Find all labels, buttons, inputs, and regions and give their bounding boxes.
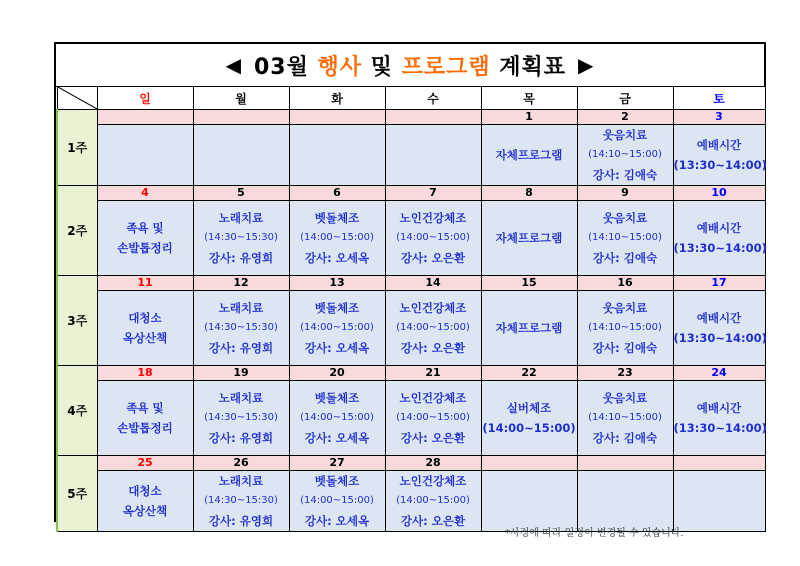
program-line: (13:30~14:00) — [673, 241, 767, 255]
program-line: 대청소 — [128, 484, 162, 498]
program-time: (14:00~15:00) — [300, 232, 374, 243]
page-title — [56, 44, 764, 87]
date-number: 10 — [673, 186, 765, 201]
day-header-label: 화 — [331, 91, 343, 106]
program-line: 강사: 오은환 — [400, 514, 466, 528]
date-number: 3 — [673, 110, 765, 125]
date-number: 6 — [289, 186, 385, 201]
program-time: (14:00~15:00) — [396, 232, 470, 243]
program-line: 옥상산책 — [122, 504, 168, 518]
program-time: (14:10~15:00) — [588, 322, 662, 333]
program-cell — [673, 471, 765, 532]
week-label: 5주 — [57, 456, 97, 532]
program-time: (14:00~15:00) — [300, 412, 374, 423]
day-header-label: 월 — [235, 91, 247, 106]
date-number: 24 — [673, 366, 765, 381]
program-line: 강사: 유영희 — [208, 514, 274, 528]
day-header — [97, 87, 193, 110]
program-line: 웃음치료 — [602, 301, 648, 315]
date-number: 8 — [481, 186, 577, 201]
program-cell — [577, 201, 673, 276]
program-cell — [385, 381, 481, 456]
date-number: 7 — [385, 186, 481, 201]
program-line: 웃음치료 — [602, 391, 648, 405]
program-cell — [481, 381, 577, 456]
program-cell — [481, 471, 577, 532]
program-cell — [193, 471, 289, 532]
program-cell — [289, 125, 385, 186]
diagonal-line — [58, 87, 97, 109]
program-line: 벳돌체조 — [314, 391, 360, 405]
program-line: 강사: 오은환 — [400, 341, 466, 355]
date-number: 21 — [385, 366, 481, 381]
program-line: 노래치료 — [218, 301, 264, 315]
program-line: 실버체조 — [506, 401, 552, 415]
week-label: 1주 — [57, 110, 97, 186]
program-line: 자체프로그램 — [495, 148, 563, 162]
program-line: 옥상산책 — [122, 331, 168, 345]
left-arrow-icon: ◀ — [225, 53, 242, 77]
program-line: 예배시간 — [696, 311, 742, 325]
program-line: (13:30~14:00) — [673, 158, 767, 172]
title-and: 및 — [362, 54, 402, 80]
day-header — [577, 87, 673, 110]
date-number: 1 — [481, 110, 577, 125]
program-line: (13:30~14:00) — [673, 421, 767, 435]
program-line: 강사: 김애숙 — [592, 431, 658, 445]
program-line: 손발톱정리 — [117, 241, 173, 255]
date-number: 26 — [193, 456, 289, 471]
program-time: (14:00~15:00) — [396, 495, 470, 506]
day-header — [289, 87, 385, 110]
date-number: 14 — [385, 276, 481, 291]
program-line: 노래치료 — [218, 474, 264, 488]
day-header-label: 목 — [523, 91, 535, 106]
program-cell — [385, 471, 481, 532]
week-label: 4주 — [57, 366, 97, 456]
title-plan: 계획표 — [490, 54, 567, 80]
date-number: 25 — [97, 456, 193, 471]
program-cell — [577, 381, 673, 456]
day-header-label: 일 — [139, 91, 151, 106]
program-cell — [289, 291, 385, 366]
date-number: 20 — [289, 366, 385, 381]
program-cell — [289, 201, 385, 276]
date-number: 23 — [577, 366, 673, 381]
corner-cell — [57, 87, 97, 110]
right-arrow-icon: ▶ — [578, 53, 595, 77]
program-time: (14:10~15:00) — [588, 149, 662, 160]
program-time: (14:10~15:00) — [588, 232, 662, 243]
day-header — [481, 87, 577, 110]
calendar-table — [56, 86, 766, 532]
title-month: 03월 — [253, 54, 318, 80]
program-line: 웃음치료 — [602, 128, 648, 142]
program-cell — [385, 125, 481, 186]
program-cell — [193, 125, 289, 186]
program-line: 강사: 오세옥 — [304, 431, 370, 445]
date-number — [481, 456, 577, 471]
program-line: 강사: 오은환 — [400, 251, 466, 265]
program-line: 자체프로그램 — [495, 231, 563, 245]
program-line: 예배시간 — [696, 138, 742, 152]
program-cell — [673, 201, 765, 276]
date-number: 4 — [97, 186, 193, 201]
program-line: 벳돌체조 — [314, 301, 360, 315]
program-cell — [577, 125, 673, 186]
title-program: 프로그램 — [401, 54, 491, 80]
program-line: 노인건강체조 — [399, 301, 467, 315]
program-line: 예배시간 — [696, 221, 742, 235]
program-cell — [577, 471, 673, 532]
day-header-label: 금 — [619, 91, 631, 106]
program-time: (14:00~15:00) — [300, 322, 374, 333]
program-line: 강사: 오세옥 — [304, 514, 370, 528]
date-number — [385, 110, 481, 125]
program-time: (14:00~15:00) — [396, 412, 470, 423]
program-cell — [385, 201, 481, 276]
program-time: (14:10~15:00) — [588, 412, 662, 423]
program-line: 족욕 및 — [126, 221, 164, 235]
date-number — [577, 456, 673, 471]
program-line: 노인건강체조 — [399, 474, 467, 488]
program-line: 강사: 유영희 — [208, 251, 274, 265]
program-line: 강사: 오세옥 — [304, 251, 370, 265]
program-line: 강사: 유영희 — [208, 431, 274, 445]
program-line: 노인건강체조 — [399, 211, 467, 225]
date-number — [289, 110, 385, 125]
program-cell — [193, 381, 289, 456]
day-header-label: 토 — [713, 91, 725, 106]
program-line: 벳돌체조 — [314, 211, 360, 225]
program-cell — [289, 381, 385, 456]
program-line: 강사: 오은환 — [400, 431, 466, 445]
date-number: 16 — [577, 276, 673, 291]
program-line: 강사: 오세옥 — [304, 341, 370, 355]
program-cell — [673, 125, 765, 186]
program-line: 노래치료 — [218, 211, 264, 225]
date-number: 2 — [577, 110, 673, 125]
program-cell — [193, 201, 289, 276]
program-cell — [385, 291, 481, 366]
program-time: (14:30~15:30) — [204, 495, 278, 506]
program-line: 강사: 김애숙 — [592, 341, 658, 355]
program-cell — [577, 291, 673, 366]
date-number — [673, 456, 765, 471]
program-time: (14:00~15:00) — [396, 322, 470, 333]
day-header — [193, 87, 289, 110]
program-cell — [193, 291, 289, 366]
date-number: 17 — [673, 276, 765, 291]
program-line: 벳돌체조 — [314, 474, 360, 488]
date-number: 13 — [289, 276, 385, 291]
program-cell — [97, 125, 193, 186]
program-line: 손발톱정리 — [117, 421, 173, 435]
notice-text: *사정에 따라 일정이 변경될 수 있습니다. — [505, 528, 684, 539]
program-cell — [97, 471, 193, 532]
date-number — [97, 110, 193, 125]
date-number: 19 — [193, 366, 289, 381]
day-header — [385, 87, 481, 110]
program-cell — [289, 471, 385, 532]
schedule-frame — [54, 42, 767, 528]
program-time: (14:00~15:00) — [300, 495, 374, 506]
program-cell — [481, 125, 577, 186]
program-line: 족욕 및 — [126, 401, 164, 415]
date-number: 11 — [97, 276, 193, 291]
week-label: 2주 — [57, 186, 97, 276]
program-line: 강사: 유영희 — [208, 341, 274, 355]
program-time: (14:30~15:30) — [204, 412, 278, 423]
program-line: 강사: 김애숙 — [592, 251, 658, 265]
program-cell — [481, 201, 577, 276]
day-header — [673, 87, 765, 110]
program-line: 자체프로그램 — [495, 321, 563, 335]
program-line: 노래치료 — [218, 391, 264, 405]
date-number: 9 — [577, 186, 673, 201]
program-time: (14:30~15:30) — [204, 322, 278, 333]
date-number: 18 — [97, 366, 193, 381]
program-cell — [481, 291, 577, 366]
program-line: 강사: 김애숙 — [592, 168, 658, 182]
week-label: 3주 — [57, 276, 97, 366]
date-number: 27 — [289, 456, 385, 471]
program-cell — [97, 381, 193, 456]
date-number: 12 — [193, 276, 289, 291]
program-line: 웃음치료 — [602, 211, 648, 225]
day-header-label: 수 — [427, 91, 439, 106]
program-cell — [97, 201, 193, 276]
program-time: (14:30~15:30) — [204, 232, 278, 243]
program-line: (14:00~15:00) — [482, 421, 576, 435]
date-number — [193, 110, 289, 125]
date-number: 22 — [481, 366, 577, 381]
program-line: (13:30~14:00) — [673, 331, 767, 345]
program-line: 예배시간 — [696, 401, 742, 415]
program-cell — [673, 381, 765, 456]
date-number: 15 — [481, 276, 577, 291]
program-line: 노인건강체조 — [399, 391, 467, 405]
date-number: 5 — [193, 186, 289, 201]
date-number: 28 — [385, 456, 481, 471]
program-cell — [673, 291, 765, 366]
program-line: 대청소 — [128, 311, 162, 325]
program-cell — [97, 291, 193, 366]
title-event: 행사 — [317, 54, 363, 80]
